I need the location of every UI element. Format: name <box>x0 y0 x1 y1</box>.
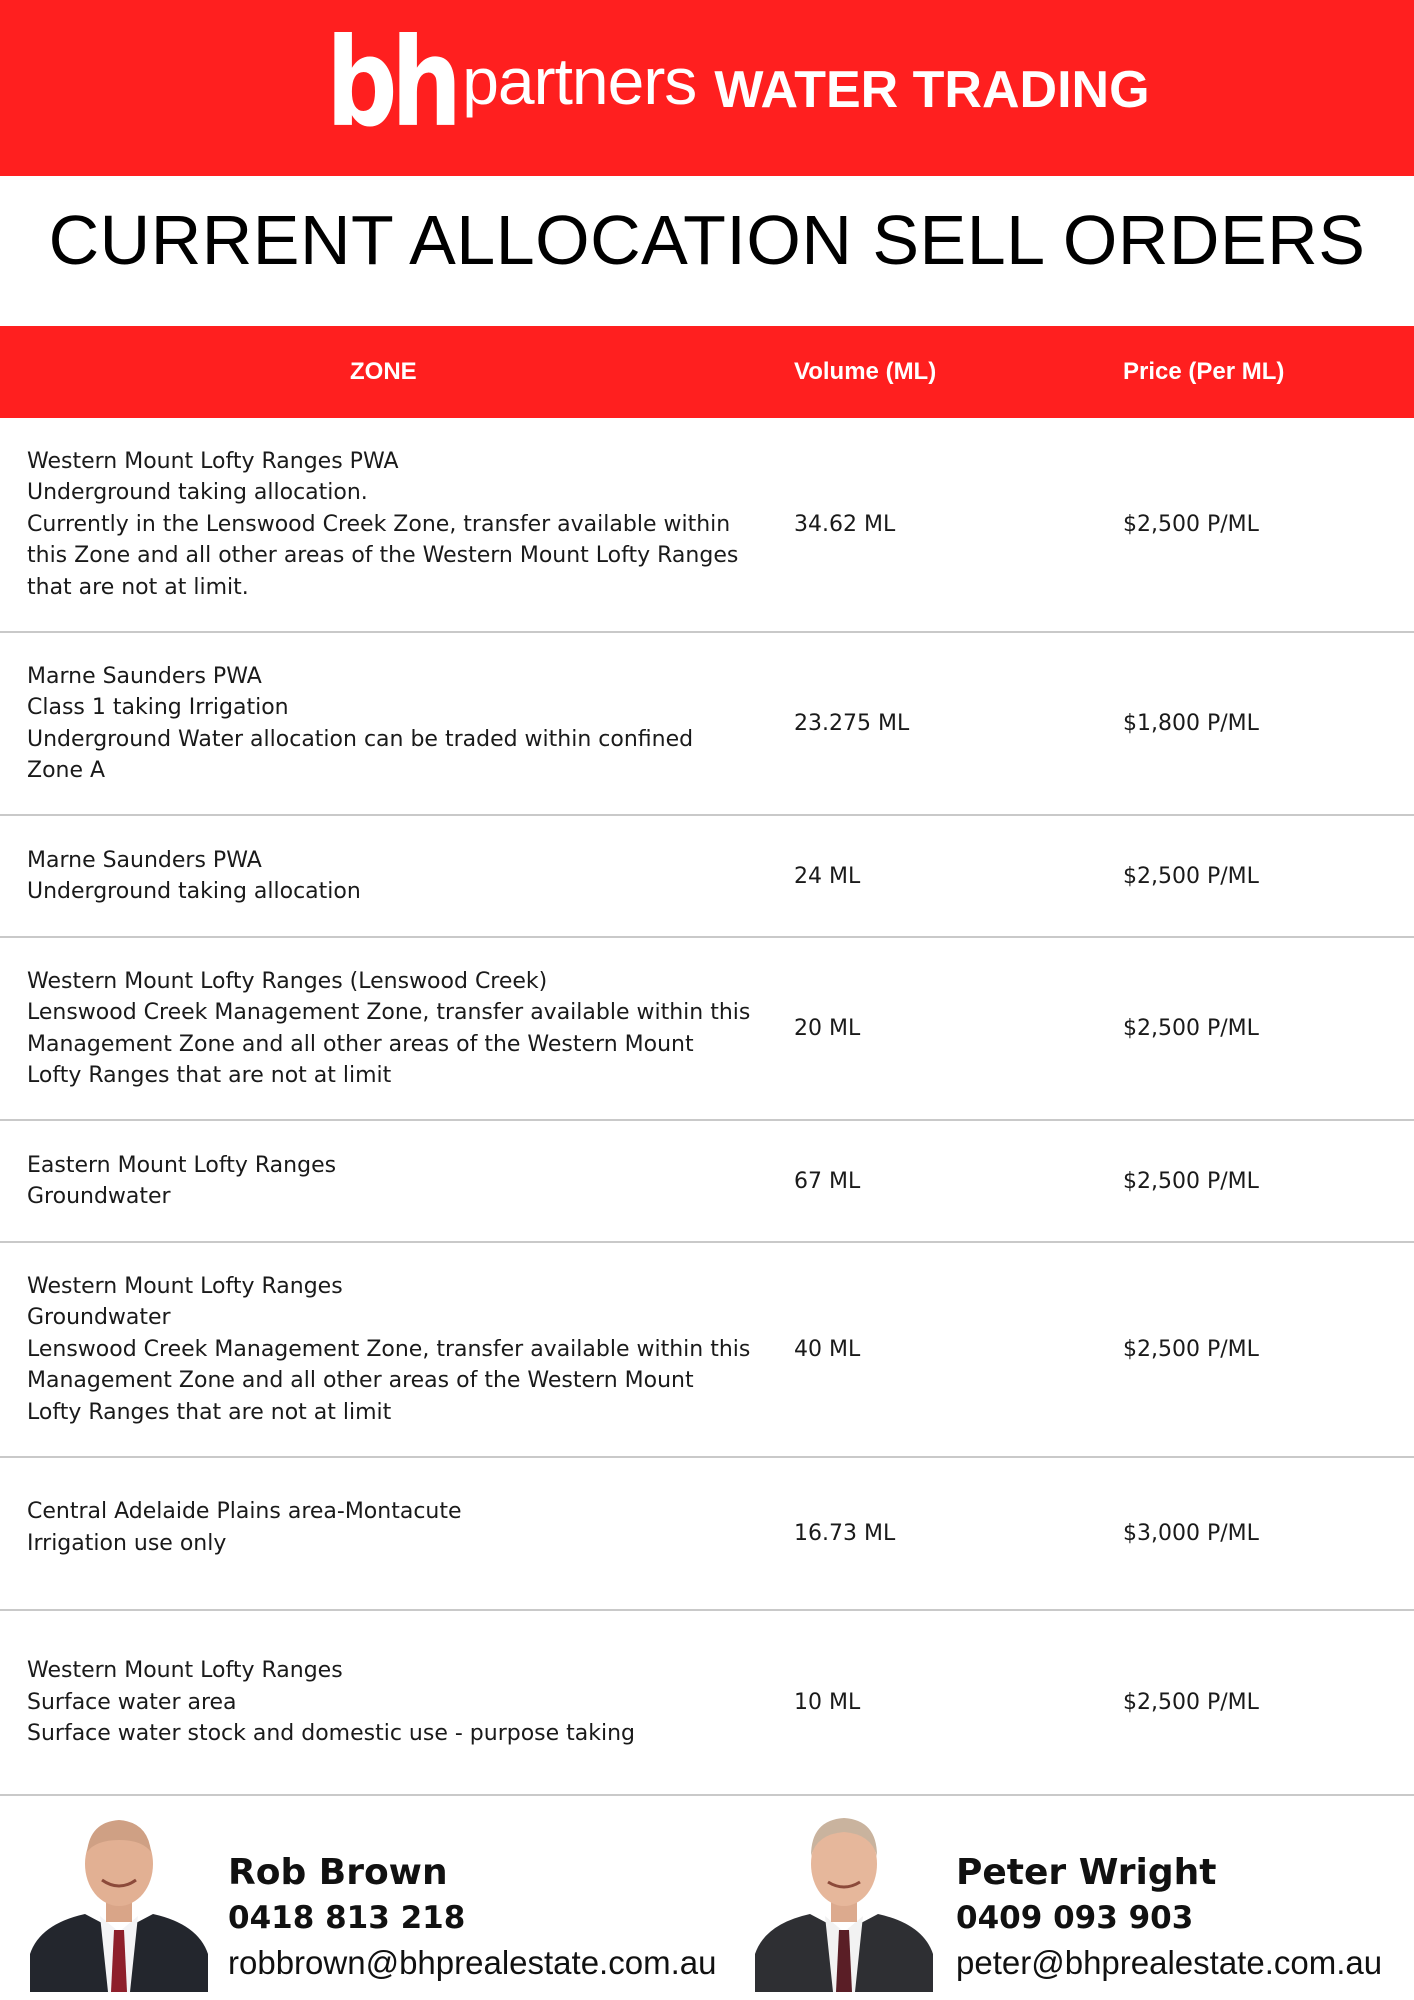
zone-line: Surface water area <box>27 1689 237 1715</box>
agent-photo <box>755 1804 933 1992</box>
zone-line: Lofty Ranges that are not at limit <box>27 1399 392 1425</box>
logo-partners-text: partners <box>462 44 697 118</box>
zone-line: that are not at limit. <box>27 574 249 600</box>
volume-cell: 16.73 ML <box>794 1521 896 1546</box>
column-header-zone: ZONE <box>350 358 417 385</box>
zone-line: Central Adelaide Plains area-Montacute <box>27 1499 462 1524</box>
zone-line: Groundwater <box>27 1184 171 1209</box>
table-row <box>0 816 1414 938</box>
contact-name: Peter Wright <box>956 1852 1217 1893</box>
zone-line: Western Mount Lofty Ranges <box>27 1273 343 1299</box>
zone-line: Western Mount Lofty Ranges (Lenswood Creek) <box>27 968 548 994</box>
table-row <box>0 1121 1414 1243</box>
header-banner <box>0 0 1414 176</box>
zone-line: Management Zone and all other areas of the Western Mount <box>27 1031 694 1057</box>
contact-name: Rob Brown <box>228 1852 448 1893</box>
contact-email[interactable]: robbrown@bhprealestate.com.au <box>228 1944 717 1981</box>
table-row <box>0 1458 1414 1611</box>
price-cell: $2,500 P/ML <box>1123 512 1259 537</box>
volume-cell: 67 ML <box>794 1168 861 1194</box>
zone-cell <box>27 1271 767 1429</box>
volume-cell: 34.62 ML <box>794 512 896 537</box>
zone-cell <box>27 446 767 604</box>
zone-cell <box>27 966 767 1092</box>
zone-cell <box>27 1655 767 1750</box>
column-header-volume: Volume (ML) <box>794 358 937 385</box>
zone-line: Marne Saunders PWA <box>27 847 262 873</box>
contact-phone[interactable]: 0409 093 903 <box>956 1900 1194 1936</box>
zone-line: Underground taking allocation <box>27 879 361 904</box>
table-row <box>0 1611 1414 1796</box>
contact-phone[interactable]: 0418 813 218 <box>228 1900 466 1936</box>
volume-cell: 10 ML <box>794 1690 861 1715</box>
contact-footer <box>0 1796 1414 2000</box>
table-row <box>0 1243 1414 1458</box>
zone-line: Western Mount Lofty Ranges PWA <box>27 448 399 474</box>
column-header-price: Price (Per ML) <box>1123 358 1285 385</box>
zone-line: Eastern Mount Lofty Ranges <box>27 1152 337 1178</box>
product-name: WATER TRADING <box>714 61 1150 119</box>
brand-logo <box>326 0 1150 176</box>
logo-bh-mark: bh <box>326 12 456 154</box>
zone-line: Underground taking allocation. <box>27 480 368 506</box>
zone-line: Lofty Ranges that are not at limit <box>27 1063 392 1088</box>
zone-line: Zone A <box>27 758 106 783</box>
price-cell: $3,000 P/ML <box>1123 1521 1259 1546</box>
zone-line: Class 1 taking Irrigation <box>27 695 289 720</box>
zone-line: this Zone and all other areas of the Western Mount Lofty Ranges <box>27 543 739 569</box>
zone-line: Currently in the Lenswood Creek Zone, transfer available within <box>27 511 731 537</box>
price-cell: $2,500 P/ML <box>1123 1690 1259 1715</box>
price-cell: $2,500 P/ML <box>1123 1016 1259 1041</box>
zone-line: Lenswood Creek Management Zone, transfer available within this <box>27 1336 751 1362</box>
volume-cell: 23.275 ML <box>794 711 910 736</box>
table-row <box>0 938 1414 1121</box>
sell-orders-table <box>0 418 1414 1796</box>
zone-line: Marne Saunders PWA <box>27 663 262 689</box>
table-header <box>0 326 1414 418</box>
volume-cell: 40 ML <box>794 1337 861 1362</box>
volume-cell: 20 ML <box>794 1016 861 1041</box>
zone-line: Management Zone and all other areas of the Western Mount <box>27 1368 694 1394</box>
price-cell: $1,800 P/ML <box>1123 711 1259 736</box>
price-cell: $2,500 P/ML <box>1123 863 1259 889</box>
agent-photo <box>30 1804 208 1992</box>
volume-cell: 24 ML <box>794 863 861 889</box>
zone-cell <box>27 1150 767 1213</box>
zone-line: Lenswood Creek Management Zone, transfer available within this <box>27 1000 751 1025</box>
price-cell: $2,500 P/ML <box>1123 1337 1259 1362</box>
contact-email[interactable]: peter@bhprealestate.com.au <box>956 1944 1383 1981</box>
zone-cell <box>27 845 767 908</box>
table-row <box>0 633 1414 816</box>
zone-line: Surface water stock and domestic use - purpose taking <box>27 1721 636 1747</box>
page-title: CURRENT ALLOCATION SELL ORDERS <box>48 201 1366 279</box>
zone-line: Western Mount Lofty Ranges <box>27 1658 343 1684</box>
zone-line: Irrigation use only <box>27 1530 227 1556</box>
zone-line: Groundwater <box>27 1305 171 1331</box>
zone-cell <box>27 1496 767 1559</box>
price-cell: $2,500 P/ML <box>1123 1168 1259 1194</box>
zone-line: Underground Water allocation can be traded within confined <box>27 726 694 752</box>
zone-cell <box>27 661 767 787</box>
table-row <box>0 418 1414 633</box>
contact-card <box>720 1796 1414 2000</box>
contact-card <box>0 1796 720 2000</box>
